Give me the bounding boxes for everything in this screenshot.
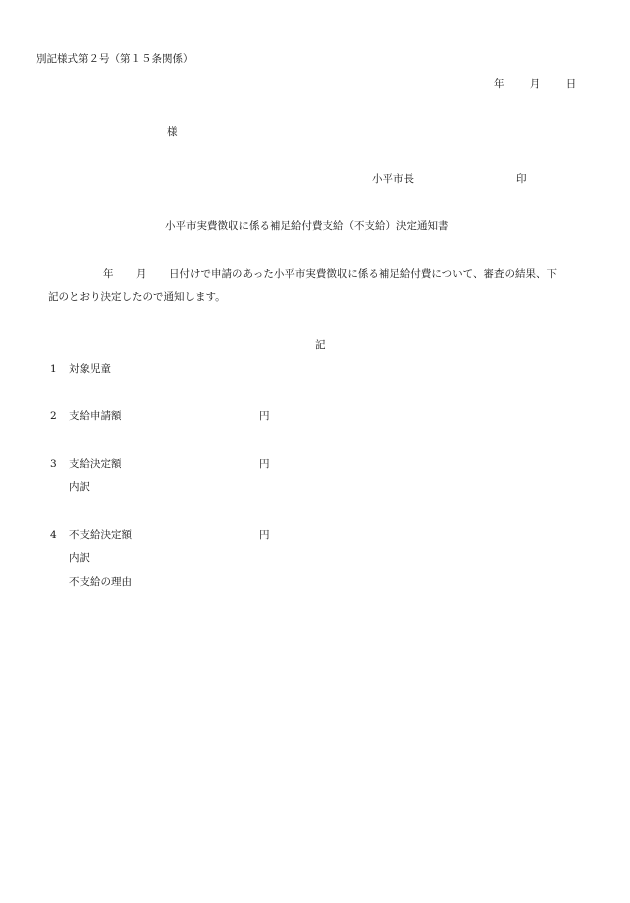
addressee-honorific: 様 [167, 126, 178, 138]
body-line-2: 記のとおり決定したので通知します。 [48, 291, 226, 303]
yen-unit: 円 [259, 529, 270, 541]
breakdown-label: 内訳 [69, 481, 90, 493]
item-number: 3 [50, 458, 57, 470]
date-month: 月 [529, 78, 541, 90]
item-label-non-payment-amount: 不支給決定額 [69, 529, 132, 541]
body-year: 年 [103, 268, 114, 280]
form-number: 別記様式第２号（第１５条関係） [36, 53, 194, 65]
yen-unit: 円 [259, 410, 270, 422]
item-label-target-child: 対象児童 [69, 363, 111, 375]
ki-heading: 記 [315, 339, 326, 351]
item-label-application-amount: 支給申請額 [69, 410, 122, 422]
body-month: 月 [136, 268, 147, 280]
date-day: 日 [565, 78, 577, 90]
item-number: 1 [50, 363, 57, 375]
seal-mark: 印 [516, 173, 527, 185]
item-number: 2 [50, 410, 57, 422]
non-payment-reason-label: 不支給の理由 [69, 576, 132, 588]
document-title: 小平市実費徴収に係る補足給付費支給（不支給）決定通知書 [165, 220, 449, 232]
item-number: 4 [50, 529, 57, 541]
sender-name: 小平市長 [372, 173, 414, 185]
issue-date [494, 79, 576, 90]
item-label-decided-amount: 支給決定額 [69, 458, 122, 470]
date-year: 年 [494, 78, 505, 90]
breakdown-label: 内訳 [69, 552, 90, 564]
body-line-1: 日付けで申請のあった小平市実費徴収に係る補足給付費について、審査の結果、下 [169, 268, 557, 280]
yen-unit: 円 [259, 458, 270, 470]
